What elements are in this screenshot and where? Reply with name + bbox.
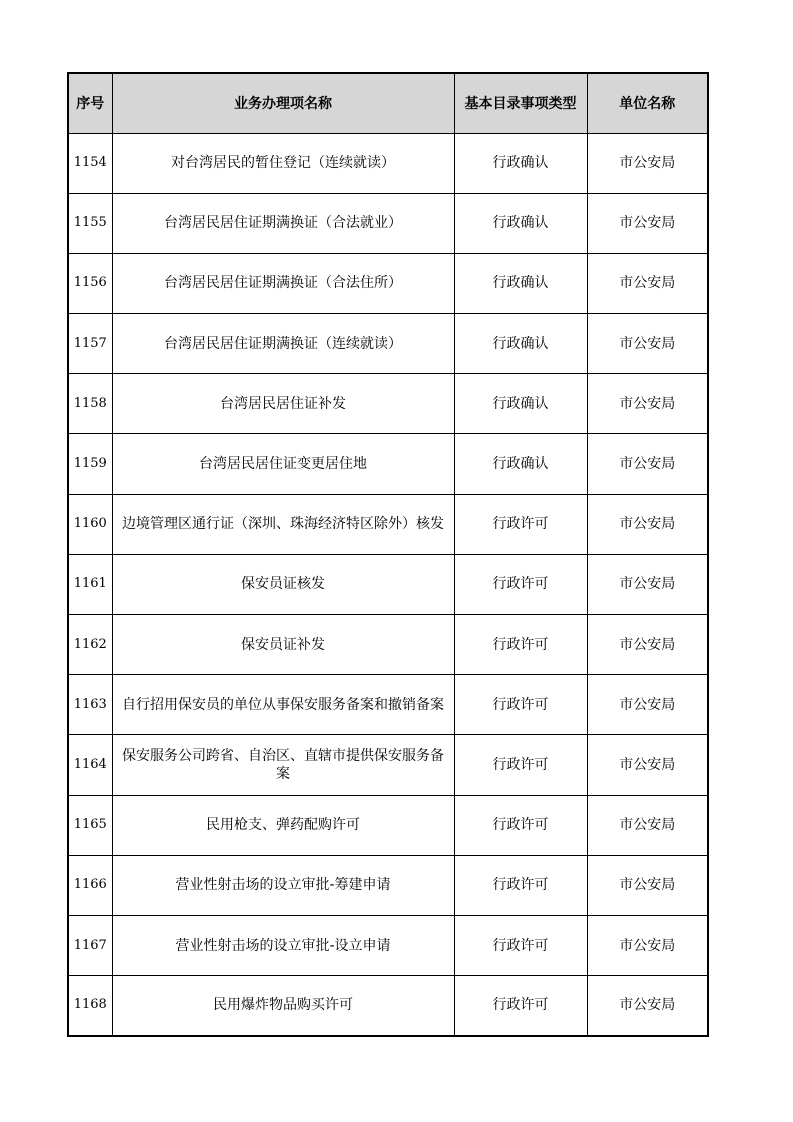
cell-unit-name: 市公安局 (587, 253, 708, 313)
cell-item-type: 行政确认 (454, 434, 587, 494)
cell-item-name: 保安员证补发 (112, 615, 454, 675)
cell-unit-name: 市公安局 (587, 855, 708, 915)
cell-item-type: 行政许可 (454, 675, 587, 735)
cell-unit-name: 市公安局 (587, 374, 708, 434)
cell-item-type: 行政许可 (454, 494, 587, 554)
table-row (68, 675, 708, 735)
cell-item-name: 台湾居民居住证补发 (112, 374, 454, 434)
header-item-type: 基本目录事项类型 (454, 73, 587, 133)
table-row (68, 795, 708, 855)
cell-item-name: 自行招用保安员的单位从事保安服务备案和撤销备案 (112, 675, 454, 735)
table-row (68, 494, 708, 554)
cell-item-name: 对台湾居民的暂住登记（连续就读） (112, 133, 454, 193)
cell-seq: 1157 (68, 314, 112, 374)
cell-seq: 1162 (68, 615, 112, 675)
cell-item-type: 行政许可 (454, 735, 587, 795)
table-row (68, 855, 708, 915)
table-row (68, 193, 708, 253)
cell-item-name: 民用枪支、弹药配购许可 (112, 795, 454, 855)
table-row (68, 374, 708, 434)
table-header-row (68, 73, 708, 133)
cell-unit-name: 市公安局 (587, 193, 708, 253)
cell-item-type: 行政确认 (454, 374, 587, 434)
table-row (68, 976, 708, 1036)
cell-seq: 1168 (68, 976, 112, 1036)
cell-unit-name: 市公安局 (587, 735, 708, 795)
cell-unit-name: 市公安局 (587, 915, 708, 975)
cell-unit-name: 市公安局 (587, 615, 708, 675)
cell-seq: 1158 (68, 374, 112, 434)
cell-item-type: 行政许可 (454, 976, 587, 1036)
cell-item-name: 台湾居民居住证变更居住地 (112, 434, 454, 494)
cell-item-type: 行政许可 (454, 855, 587, 915)
cell-seq: 1156 (68, 253, 112, 313)
cell-unit-name: 市公安局 (587, 314, 708, 374)
header-unit-name: 单位名称 (587, 73, 708, 133)
cell-seq: 1166 (68, 855, 112, 915)
cell-seq: 1164 (68, 735, 112, 795)
cell-seq: 1154 (68, 133, 112, 193)
cell-unit-name: 市公安局 (587, 976, 708, 1036)
table-row (68, 735, 708, 795)
cell-item-name: 边境管理区通行证（深圳、珠海经济特区除外）核发 (112, 494, 454, 554)
table-row (68, 554, 708, 614)
cell-seq: 1165 (68, 795, 112, 855)
cell-item-type: 行政许可 (454, 795, 587, 855)
cell-unit-name: 市公安局 (587, 795, 708, 855)
cell-seq: 1160 (68, 494, 112, 554)
cell-unit-name: 市公安局 (587, 554, 708, 614)
cell-item-name: 保安员证核发 (112, 554, 454, 614)
cell-item-name: 营业性射击场的设立审批-筹建申请 (112, 855, 454, 915)
header-seq: 序号 (68, 73, 112, 133)
cell-seq: 1163 (68, 675, 112, 735)
cell-item-name: 台湾居民居住证期满换证（连续就读） (112, 314, 454, 374)
header-item-name: 业务办理项名称 (112, 73, 454, 133)
cell-item-name: 民用爆炸物品购买许可 (112, 976, 454, 1036)
cell-unit-name: 市公安局 (587, 675, 708, 735)
cell-item-type: 行政许可 (454, 615, 587, 675)
cell-item-type: 行政确认 (454, 193, 587, 253)
table-row (68, 253, 708, 313)
cell-item-type: 行政确认 (454, 314, 587, 374)
table-row (68, 434, 708, 494)
cell-item-name: 台湾居民居住证期满换证（合法就业） (112, 193, 454, 253)
table-body (68, 133, 708, 1036)
cell-item-type: 行政许可 (454, 915, 587, 975)
cell-unit-name: 市公安局 (587, 133, 708, 193)
table-row (68, 314, 708, 374)
cell-unit-name: 市公安局 (587, 494, 708, 554)
cell-item-name: 保安服务公司跨省、自治区、直辖市提供保安服务备案 (112, 735, 454, 795)
cell-item-name: 营业性射击场的设立审批-设立申请 (112, 915, 454, 975)
cell-item-type: 行政许可 (454, 554, 587, 614)
cell-seq: 1161 (68, 554, 112, 614)
cell-seq: 1155 (68, 193, 112, 253)
cell-seq: 1159 (68, 434, 112, 494)
cell-item-name: 台湾居民居住证期满换证（合法住所） (112, 253, 454, 313)
cell-seq: 1167 (68, 915, 112, 975)
table-row (68, 915, 708, 975)
cell-item-type: 行政确认 (454, 253, 587, 313)
cell-unit-name: 市公安局 (587, 434, 708, 494)
cell-item-type: 行政确认 (454, 133, 587, 193)
service-items-table (67, 72, 709, 1037)
table-row (68, 615, 708, 675)
table-row (68, 133, 708, 193)
